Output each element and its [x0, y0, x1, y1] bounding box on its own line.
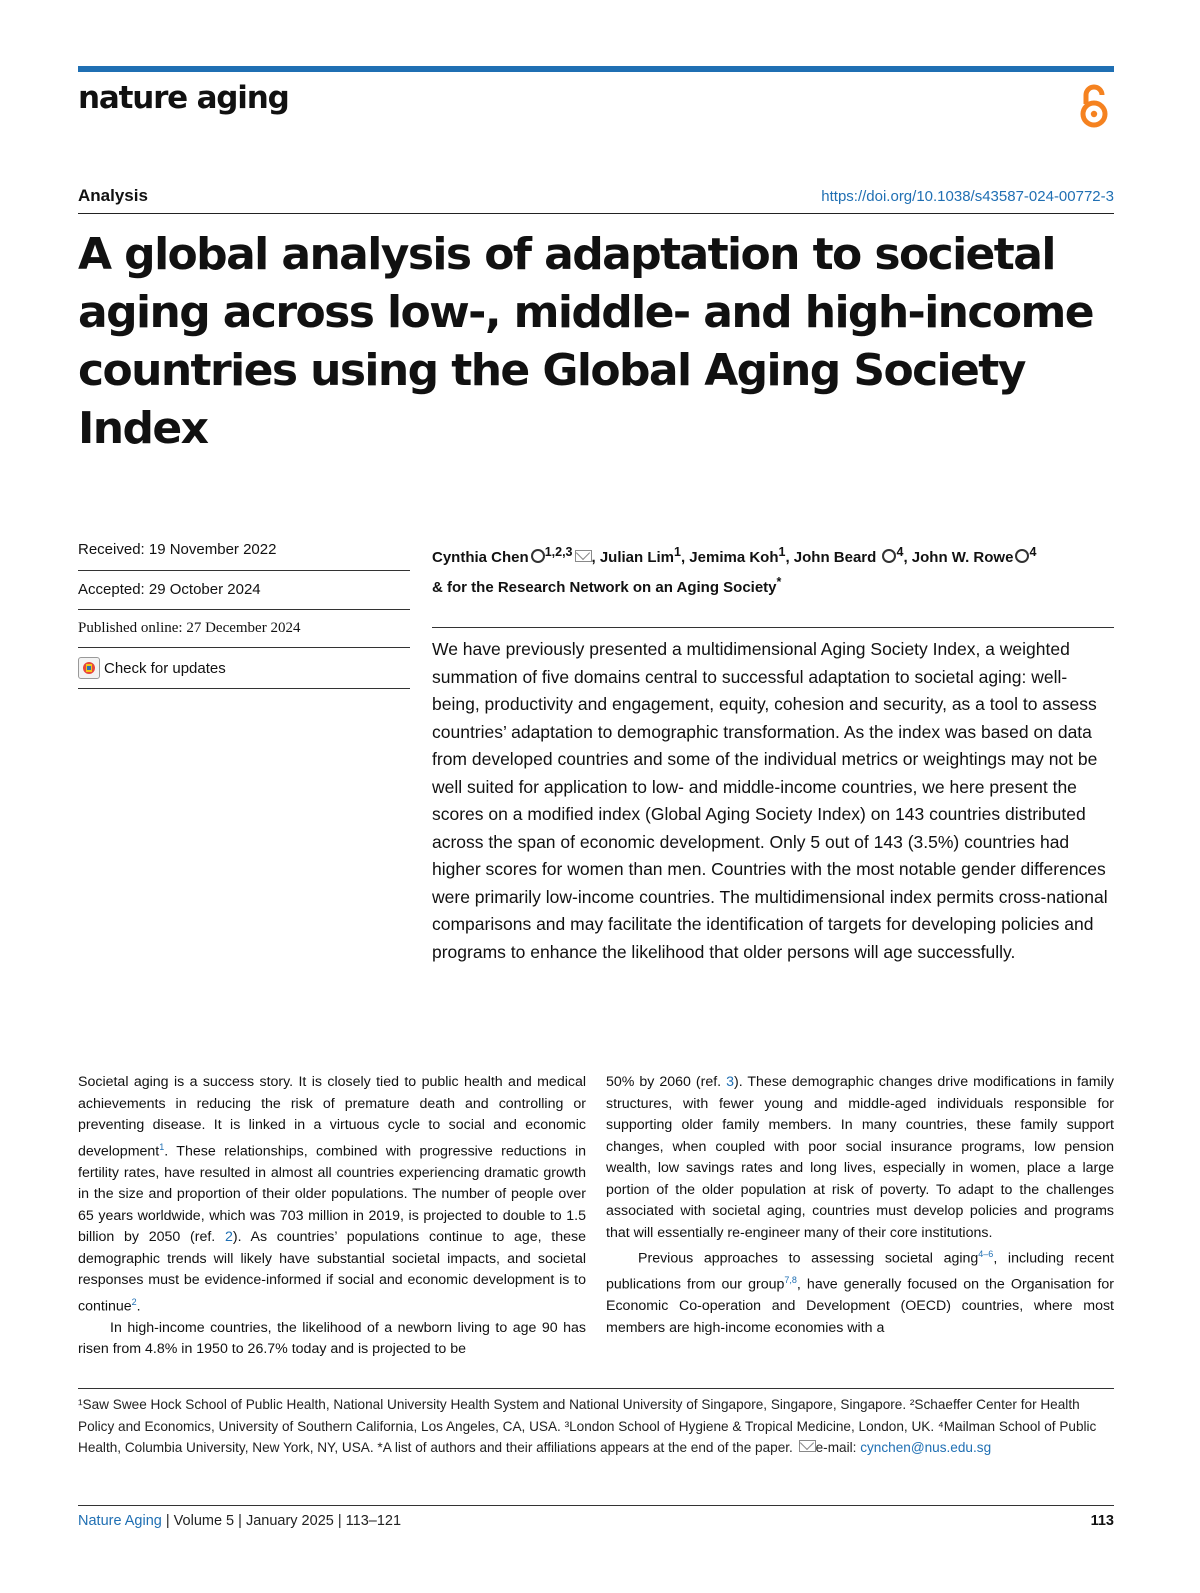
author-name[interactable]: Cynthia Chen: [432, 549, 529, 566]
author-name[interactable]: , Jemima Koh: [680, 549, 779, 566]
published-date: Published online: 27 December 2024: [78, 620, 301, 636]
affiliation-marker: 1: [778, 545, 786, 559]
author-name[interactable]: , Julian Lim: [591, 549, 675, 566]
reference-link[interactable]: 1: [159, 1141, 165, 1152]
affiliations: ¹Saw Swee Hock School of Public Health, National University Health System and National University of Singapore, Singapore, Singapore. ²Schaeffer Center for Health Policy and Economics, University of Southern California, Los Angeles, CA, USA. ³London School of Hygiene & Tropical Medicine, London, UK. ⁴Mailman School of Public Health, Columbia University, New York, NY, USA. *A list of authors and their affiliations appears at the end of the paper. e-mail: cynchen@nus.edu.sg: [78, 1397, 1097, 1455]
doi-link[interactable]: https://doi.org/10.1038/s43587-024-00772-3: [821, 188, 1114, 205]
divider: [78, 688, 410, 689]
check-updates-button[interactable]: [78, 657, 410, 679]
divider: [432, 627, 1114, 628]
body-paragraph: In high-income countries, the likelihood of a newborn living to age 90 has risen from 4.8% in 1950 to 26.7% today and is projected to be: [78, 1319, 586, 1358]
reference-link[interactable]: 3: [726, 1074, 734, 1090]
body-paragraph: Previous approaches to assessing societal aging$^{4-6}$, including recent publications from our group$^{7,8}$, have generally focused on the Organisation for Economic Co-operation and Development (OECD) countries, where most members are high-income economies with a: [606, 1249, 1114, 1336]
abstract: We have previously presented a multidimensional Aging Society Index, a weighted summation of five domains central to successful adaptation to societal aging: well-being, productivity and engagement, equity, cohesion and security, as a tool to assess countries’ adaptation to demographic transformation. As the index was based on data from developed countries and some of the individual metrics or weightings may not be well suited for application to low- and middle-income countries, we here present the scores on a modified index (Global Aging Society Index) on 143 countries distributed across the span of economic development. Only 5 out of 143 (3.5%) countries had higher scores for women than men. Countries with the most notable gender differences were primarily low-income countries. The multidimensional index permits cross-national comparisons and may facilitate the identification of targets for developing policies and programs to enhance the likelihood that older persons will age successfully.: [432, 639, 1108, 962]
reference-link[interactable]: 4–6: [978, 1249, 994, 1259]
divider: [78, 609, 410, 610]
article-type: Analysis: [78, 186, 148, 205]
author-name[interactable]: , John W. Rowe: [903, 549, 1014, 566]
divider: [78, 570, 410, 571]
footer-citation: Nature Aging | Volume 5 | January 2025 | 113–121: [78, 1513, 402, 1529]
body-paragraph: 50% by 2060 (ref. 3). These demographic changes drive modifications in family structures, with fewer young and middle-aged individuals responsible for supporting older family members. In many countries, these family support changes, when coupled with poor social insurance programs, low pension wealth, low savings rates and long lives, especially in women, place a large portion of the older population at risk of poverty. To adapt to the challenges associated with societal aging, countries must develop policies and programs that will essentially re-engineer many of their core institutions.: [606, 1074, 1114, 1241]
orcid-icon[interactable]: [1015, 549, 1029, 563]
header-rule: [78, 66, 1114, 72]
body-column-right: [606, 1072, 1114, 1339]
journal-logo[interactable]: nature aging: [78, 80, 289, 116]
email-icon[interactable]: [575, 550, 592, 562]
open-access-icon: [1076, 82, 1112, 130]
article-title: A global analysis of adaptation to societal aging across low-, middle- and high-income countries using the Global Aging Society Index: [78, 229, 1094, 454]
email-link[interactable]: cynchen@nus.edu.sg: [860, 1440, 992, 1455]
consortium-name[interactable]: & for the Research Network on an Aging Society: [432, 579, 777, 596]
divider: [78, 213, 1114, 214]
body-paragraph: Societal aging is a success story. It is closely tied to public health and medical achievements in reducing the risk of premature death and controlling or preventing disease. It is linked in a virtuous cycle to social and economic development$^1$. These relationships, combined with progressive reductions in fertility rates, have resulted in almost all countries experiencing dramatic growth in the size and proportion of their older populations. The number of people over 65 years worldwide, which was 703 million in 2019, is projected to double to 1.5 billion by 2050 (ref. 2). As countries’ populations continue to age, these demographic trends will likely have substantial societal impacts, and societal responses must be evidence-informed if social and economic development is to continue$^2$.: [78, 1074, 586, 1315]
affiliation-marker: *: [776, 575, 782, 589]
reference-link[interactable]: 7,8: [784, 1275, 797, 1286]
author-name[interactable]: , John Beard: [785, 549, 877, 566]
body-column-left: [78, 1072, 586, 1361]
orcid-icon[interactable]: [882, 549, 896, 563]
affiliation-marker: 1,2,3: [544, 545, 573, 559]
affiliation-marker: 4: [896, 545, 904, 559]
author-list: [432, 540, 1114, 600]
accepted-date: Accepted: 29 October 2024: [78, 581, 261, 598]
divider: [78, 1388, 1114, 1389]
divider: [78, 1505, 1114, 1506]
received-date: Received: 19 November 2022: [78, 541, 277, 558]
reference-link[interactable]: 2: [131, 1296, 137, 1307]
footer-journal-link[interactable]: Nature Aging: [78, 1513, 162, 1529]
reference-link[interactable]: 2: [224, 1229, 233, 1246]
check-updates-label: Check for updates: [104, 659, 226, 677]
affiliation-marker: 4: [1029, 545, 1037, 559]
affiliation-marker: 1: [674, 545, 681, 559]
check-updates-icon: [78, 657, 100, 679]
page-number: 113: [1090, 1513, 1114, 1529]
email-icon: [799, 1440, 816, 1452]
orcid-icon[interactable]: [531, 549, 545, 563]
divider: [78, 647, 410, 648]
